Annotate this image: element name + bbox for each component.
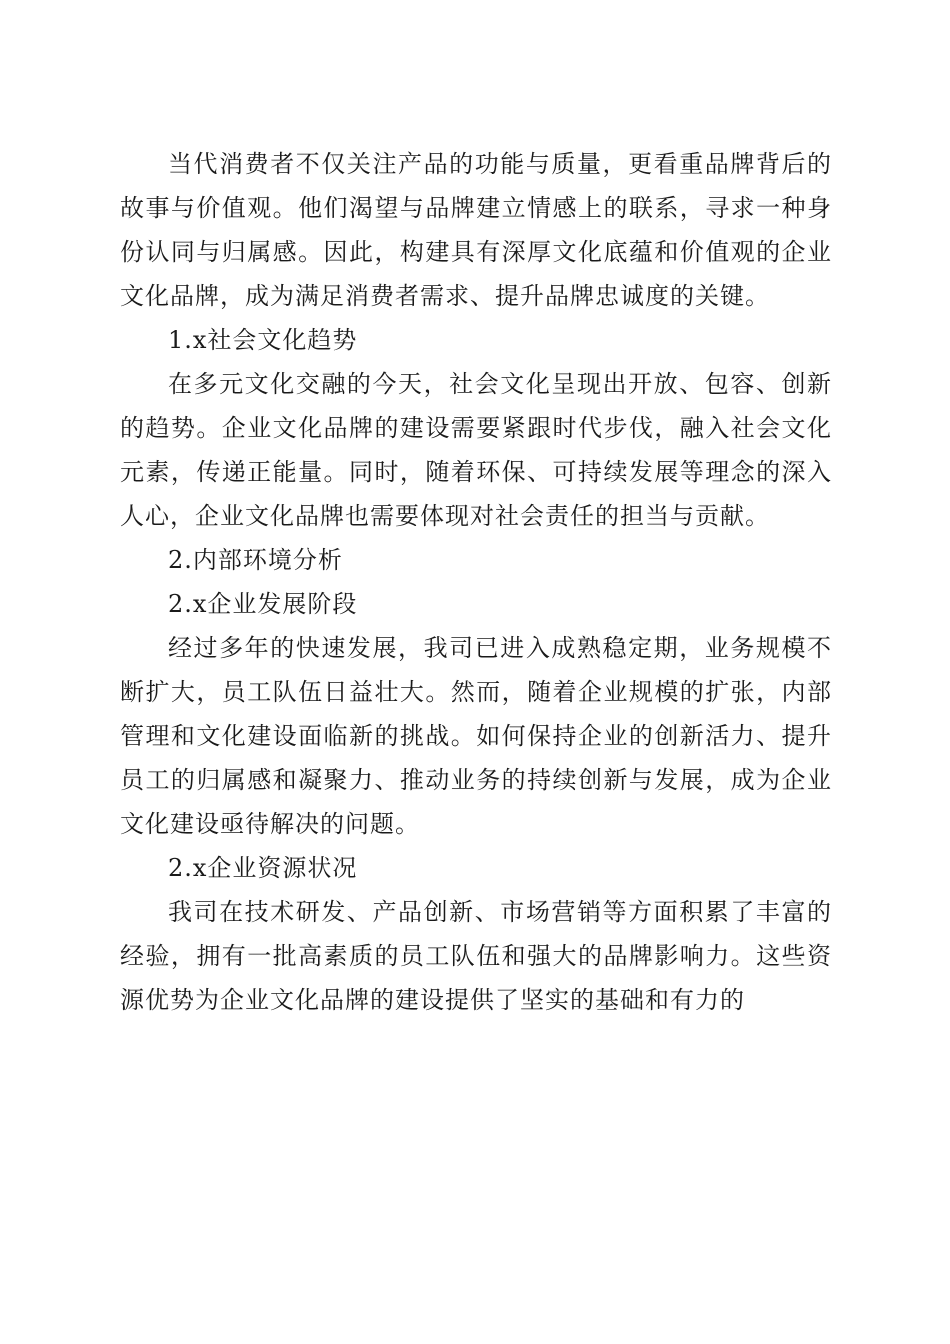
heading-resource-status: 2.x企业资源状况	[168, 854, 358, 882]
paragraph-resource-status: 我司在技术研发、产品创新、市场营销等方面积累了丰富的经验，拥有一批高素质的员工队伍和强大的品牌影响力。这些资源优势为企业文化品牌的建设提供了坚实的基础和有力的	[120, 898, 832, 1014]
paragraph-consumer-values: 当代消费者不仅关注产品的功能与质量，更看重品牌背后的故事与价值观。他们渴望与品牌建立情感上的联系，寻求一种身份认同与归属感。因此，构建具有深厚文化底蕴和价值观的企业文化品牌，成为满足消费者需求、提升品牌忠诚度的关键。	[120, 150, 832, 310]
heading-social-culture-trend: 1.x社会文化趋势	[168, 326, 358, 354]
document-body	[120, 142, 832, 1022]
heading-development-stage: 2.x企业发展阶段	[168, 590, 358, 618]
heading-internal-environment: 2.内部环境分析	[168, 546, 343, 574]
paragraph-development-stage: 经过多年的快速发展，我司已进入成熟稳定期，业务规模不断扩大，员工队伍日益壮大。然而，随着企业规模的扩张，内部管理和文化建设面临新的挑战。如何保持企业的创新活力、提升员工的归属感和凝聚力、推动业务的持续创新与发展，成为企业文化建设亟待解决的问题。	[120, 634, 832, 838]
paragraph-social-culture: 在多元文化交融的今天，社会文化呈现出开放、包容、创新的趋势。企业文化品牌的建设需要紧跟时代步伐，融入社会文化元素，传递正能量。同时，随着环保、可持续发展等理念的深入人心，企业文化品牌也需要体现对社会责任的担当与贡献。	[120, 370, 832, 530]
